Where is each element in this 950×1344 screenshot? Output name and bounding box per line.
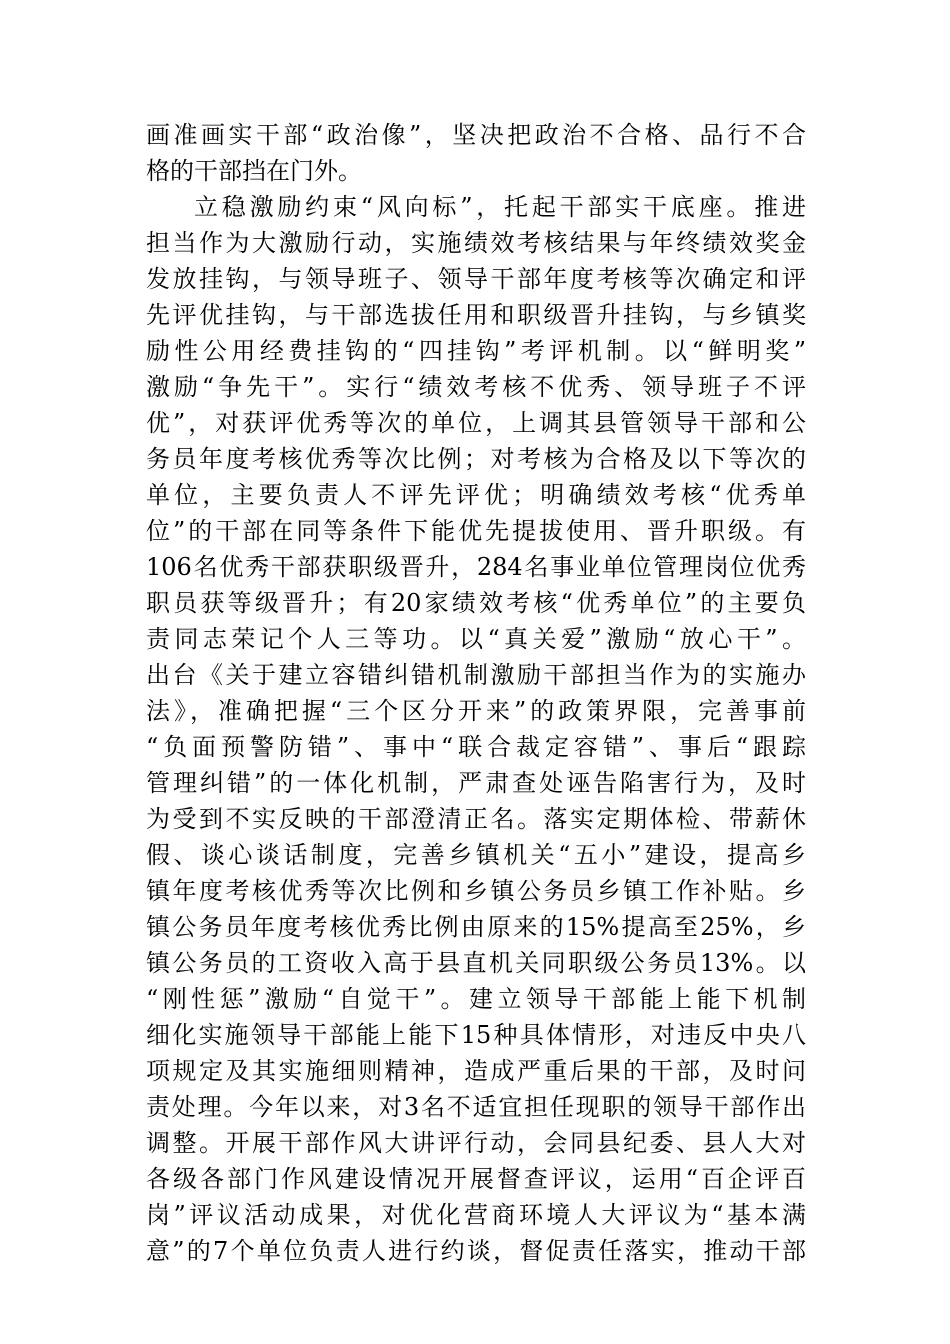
text-line: 担当作为大激励行动，实施绩效考核结果与年终绩效奖金 [146, 229, 806, 257]
text-line: 责同志荣记个人三等功。以“真关爱”激励“放心干”。 [146, 625, 806, 653]
text-line: 责处理。今年以来，对3名不适宜担任现职的领导干部作出 [146, 1093, 806, 1121]
text-line: 法》，准确把握“三个区分开来”的政策界限，完善事前 [146, 697, 806, 725]
paragraph-1 [146, 117, 806, 189]
text-line: 位”的干部在同等条件下能优先提拔使用、晋升职级。有 [146, 517, 806, 545]
text-line: 出台《关于建立容错纠错机制激励干部担当作为的实施办 [146, 661, 806, 689]
text-line: “负面预警防错”、事中“联合裁定容错”、事后“跟踪 [146, 733, 806, 761]
text-line: 镇年度考核优秀等次比例和乡镇公务员乡镇工作补贴。乡 [146, 877, 806, 905]
text-line: 项规定及其实施细则精神，造成严重后果的干部，及时问 [146, 1057, 806, 1085]
text-line: 职员获等级晋升；有20家绩效考核“优秀单位”的主要负 [146, 589, 806, 617]
text-line: 优”，对获评优秀等次的单位，上调其县管领导干部和公 [146, 409, 806, 437]
text-line: 意”的7个单位负责人进行约谈，督促责任落实，推动干部 [146, 1237, 806, 1265]
text-line: 格的干部挡在门外。 [146, 157, 362, 185]
text-line: 各级各部门作风建设情况开展督查评议，运用“百企评百 [146, 1165, 806, 1193]
text-line: 镇公务员年度考核优秀比例由原来的15%提高至25%，乡 [146, 913, 806, 941]
document-body [146, 117, 806, 1269]
text-line: 画准画实干部“政治像”，坚决把政治不合格、品行不合 [146, 121, 806, 149]
text-line: 务员年度考核优秀等次比例；对考核为合格及以下等次的 [146, 445, 806, 473]
text-line: 励性公用经费挂钩的“四挂钩”考评机制。以“鲜明奖” [146, 337, 806, 365]
text-line: 为受到不实反映的干部澄清正名。落实定期体检、带薪休 [146, 805, 806, 833]
text-line: 单位，主要负责人不评先评优；明确绩效考核“优秀单 [146, 481, 806, 509]
text-line: 发放挂钩，与领导班子、领导干部年度考核等次确定和评 [146, 265, 806, 293]
text-line: 先评优挂钩，与干部选拔任用和职级晋升挂钩，与乡镇奖 [146, 301, 806, 329]
text-line: “刚性惩”激励“自觉干”。建立领导干部能上能下机制 [146, 985, 806, 1013]
text-line: 细化实施领导干部能上能下15种具体情形，对违反中央八 [146, 1021, 806, 1049]
paragraph-2 [146, 189, 806, 1269]
text-line: 岗”评议活动成果，对优化营商环境人大评议为“基本满 [146, 1201, 806, 1229]
text-line: 106名优秀干部获职级晋升，284名事业单位管理岗位优秀 [146, 553, 806, 581]
text-line: 激励“争先干”。实行“绩效考核不优秀、领导班子不评 [146, 373, 806, 401]
text-line: 管理纠错”的一体化机制，严肃查处诬告陷害行为，及时 [146, 769, 806, 797]
text-line: 调整。开展干部作风大讲评行动，会同县纪委、县人大对 [146, 1129, 806, 1157]
text-line: 立稳激励约束“风向标”，托起干部实干底座。推进 [194, 193, 806, 221]
text-line: 假、谈心谈话制度，完善乡镇机关“五小”建设，提高乡 [146, 841, 806, 869]
text-line: 镇公务员的工资收入高于县直机关同职级公务员13%。以 [146, 949, 806, 977]
